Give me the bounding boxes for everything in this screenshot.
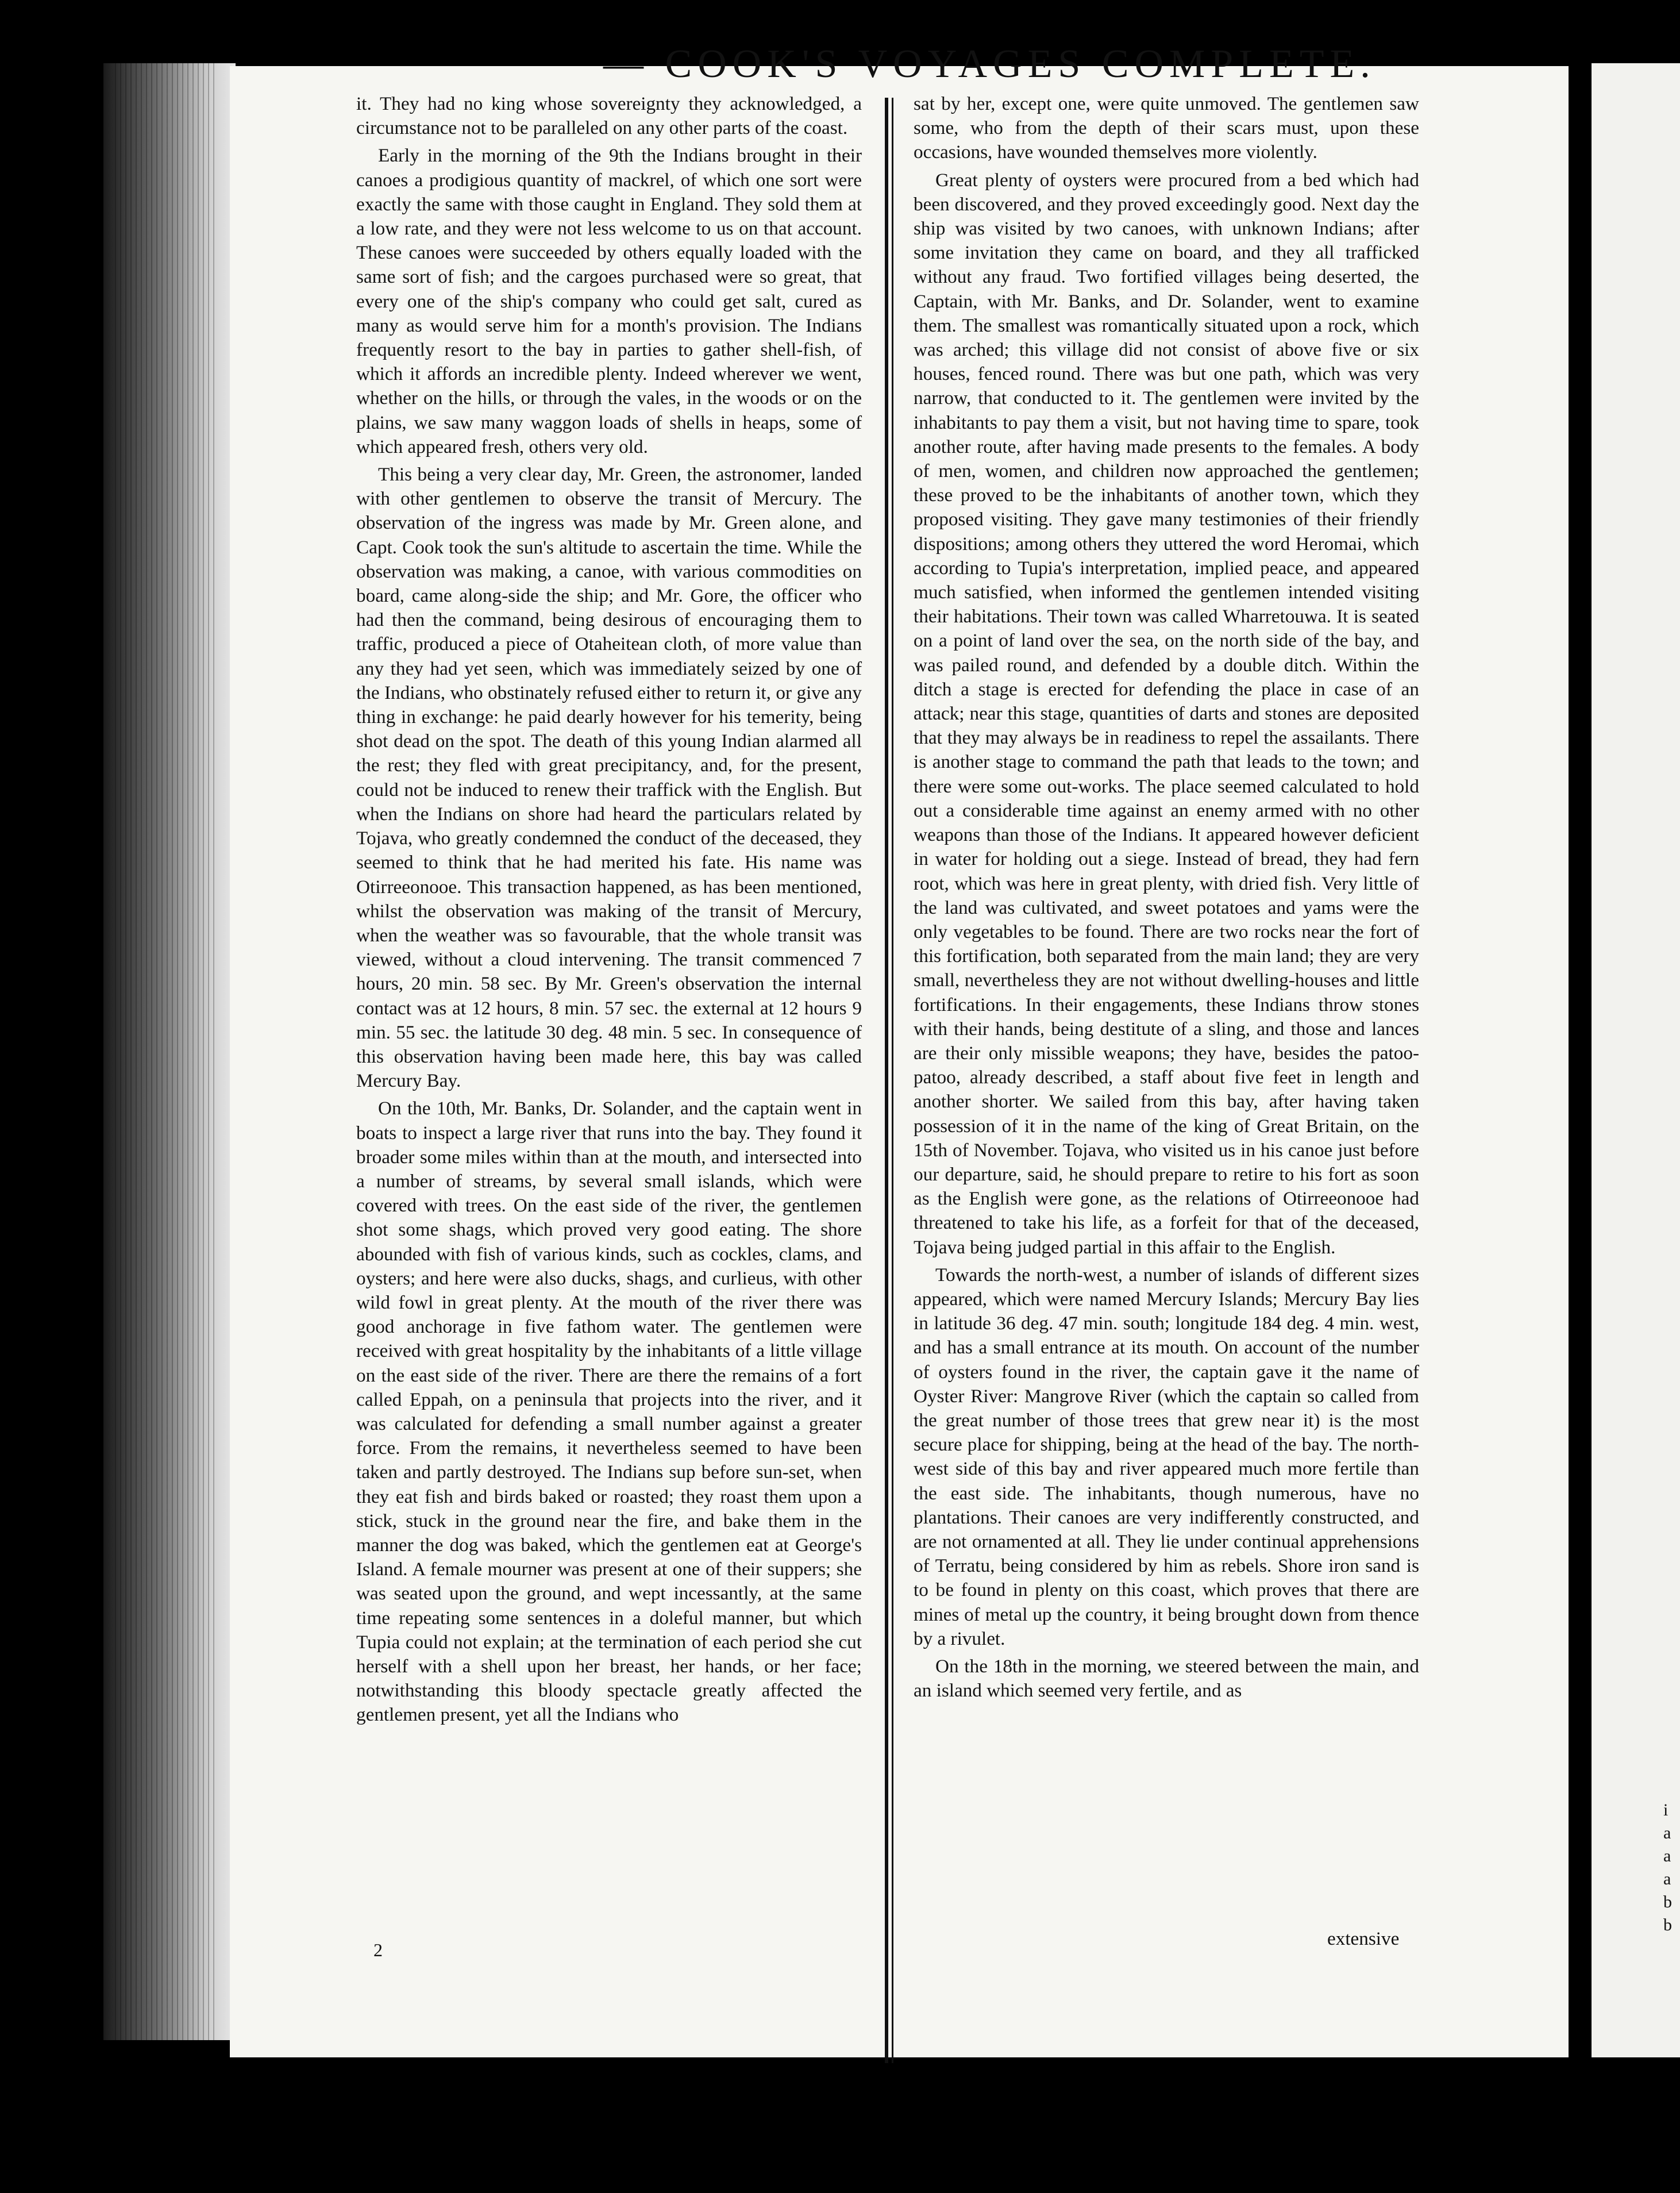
left-column xyxy=(356,92,862,1891)
next-page-edge xyxy=(1592,63,1680,2057)
fragment-letter: a xyxy=(1663,1823,1671,1842)
next-page-fragment xyxy=(1663,1799,1680,1937)
fragment-letter: i xyxy=(1663,1800,1669,1819)
page-stack-lines xyxy=(115,63,218,2040)
signature-mark: 2 xyxy=(373,1940,383,1960)
fragment-letter: a xyxy=(1663,1846,1671,1865)
column-divider-rule xyxy=(885,98,888,2063)
paragraph: Great plenty of oysters were procured from a bed which had been discovered, and they proved exceedingly good. Next day the ship was visited by two canoes, with unknown Indians; after some invitation they came on board, and they all trafficked without any fraud. Two fortified villages being deserted, the Captain, with Mr. Banks, and Dr. Solander, went to examine them. The smallest was romantically situated upon a rock, which was arched; this village did not consist of above five or six houses, fenced round. There was but one path, which was very narrow, that conducted to it. The gentlemen were invited by the inhabitants to pay them a visit, but not having time to spare, took another route, after having made presents to the females. A body of men, women, and children now approached the gentlemen; these proved to be the inhabitants of another town, which they proposed visiting. They gave many testimonies of their friendly dispositions; among others they uttered the word Heromai, which according to Tupia's interpretation, implied peace, and appeared much satisfied, when informed the gentlemen intended visiting their habitations. Their town was called Wharretouwa. It is seated on a point of land over the sea, on the north side of the bay, and was pailed round, and defended by a double ditch. Within the ditch a stage is erected for defending the place in case of an attack; near this stage, quantities of darts and stones are deposited that they may always be in readiness to repel the assailants. There is another stage to command the path that leads to the town; and there were some out-works. The place seemed calculated to hold out a considerable time against an enemy armed with no other weapons than those of the Indians. It appeared however deficient in water for holding out a siege. Instead of bread, they had fern root, which was here in great plenty, with dried fish. Very little of the land was cultivated, and sweet potatoes and yams were the only vegetables to be found. There are two rocks near the fort of this fortification, both separated from the main land; they are very small, nevertheless they are not without dwelling-houses and little fortifications. In their engagements, these Indians throw stones with their hands, being destitute of a sling, and those and lances are their only missible weapons; they have, besides the patoo-patoo, already described, a staff about five feet in length and another shorter. We sailed from this bay, after having taken possession of it in the name of the king of Great Britain, on the 15th of November. Tojava, who visited us in his canoe just before our departure, said, he should prepare to retire to his fort as soon as the English were gone, as the relations of Otirreeonooe had threatened to take his life, as a forfeit for that of the deceased, Tojava being judged partial in this affair to the English. xyxy=(914,169,1419,1258)
running-head: — COOK'S VOYAGES COMPLETE. xyxy=(603,42,1376,86)
column-divider-rule-thin xyxy=(892,98,893,2063)
paragraph: Towards the north-west, a number of islands of different sizes appeared, which were named Mercury Islands; Mercury Bay lies in latitude 36 deg. 47 min. south; longitude 184 deg. 4 min. west, and has a small entrance at its mouth. On account of the number of oysters found in the river, the captain gave it the name of Oyster River: Mangrove River (which the captain so called from the great number of those trees that grew near it) is the most secure place for shipping, being at the head of the bay. The north-west side of this bay and river appeared much more fertile than the east side. The inhabitants, though numerous, have no plantations. Their canoes are very indifferently constructed, and are not ornamented at all. They lie under continual apprehensions of Terratu, being considered by him as rebels. Shore iron sand is to be found in plenty on this coast, which proves that there are mines of metal up the country, it being brought down from thence by a rivulet. xyxy=(914,1264,1419,1649)
paragraph: Early in the morning of the 9th the Indians brought in their canoes a prodigious quantity of mackrel, of which one sort were exactly the same with those caught in England. They sold them at a low rate, and they were not less welcome to us on that account. These canoes were succeeded by others equally loaded with the same sort of fish; and the cargoes purchased were so great, that every one of the ship's company who could get salt, cured as many as would serve him for a month's provision. The Indians frequently resort to the bay in parties to gather shell-fish, of which it affords an incredible plenty. Indeed wherever we went, whether on the hills, or through the vales, in the woods or on the plains, we saw many waggon loads of shells in heaps, some of which appeared fresh, others very old. xyxy=(356,145,862,457)
fragment-letter: b xyxy=(1663,1915,1672,1934)
fragment-letter: a xyxy=(1663,1869,1671,1888)
catchword: extensive xyxy=(1327,1928,1400,1949)
paragraph: it. They had no king whose sovereignty they acknowledged, a circumstance not to be paralleled on any other parts of the coast. xyxy=(356,93,862,139)
paragraph: sat by her, except one, were quite unmoved. The gentlemen saw some, who from the depth of their scars must, upon these occasions, have wounded themselves more violently. xyxy=(914,93,1419,163)
right-column xyxy=(914,92,1419,1891)
fragment-letter: b xyxy=(1663,1892,1672,1911)
paragraph: This being a very clear day, Mr. Green, the astronomer, landed with other gentlemen to observe the transit of Mercury. The observation of the ingress was made by Mr. Green alone, and Capt. Cook took the sun's altitude to ascertain the time. While the observation was making, a canoe, with various commodities on board, came along-side the ship; and Mr. Gore, the officer who had then the command, being desirous of encouraging them to traffic, produced a piece of Otaheitean cloth, of more value than any they had yet seen, which was immediately seized by one of the Indians, who obstinately refused either to return it, or give any thing in exchange: he paid dearly however for his temerity, being shot dead on the spot. The death of this young Indian alarmed all the rest; they fled with great precipitancy, and, for the present, could not be induced to renew their traffick with the English. But when the Indians on shore had heard the particulars related by Tojava, who greatly condemned the conduct of the deceased, they seemed to think that he had merited his fate. His name was Otirreeonooe. This transaction happened, as has been mentioned, whilst the observation was making of the transit of Mercury, when the weather was so favourable, that the whole transit was viewed, without a cloud intervening. The transit commenced 7 hours, 20 min. 58 sec. By Mr. Green's observation the internal contact was at 12 hours, 8 min. 57 sec. the external at 12 hours 9 min. 55 sec. the latitude 30 deg. 48 min. 5 sec. In consequence of this observation having been made here, this bay was called Mercury Bay. xyxy=(356,464,862,1092)
paragraph: On the 10th, Mr. Banks, Dr. Solander, and the captain went in boats to inspect a large river that runs into the bay. They found it broader some miles within than at the mouth, and intersected into a number of streams, by several small islands, which were covered with trees. On the east side of the river, the gentlemen shot some shags, which proved very good eating. The shore abounded with fish of various kinds, such as cockles, clams, and oysters; and here were also ducks, shags, and curlieus, with other wild fowl in great plenty. At the mouth of the river there was good anchorage in five fathom water. The gentlemen were received with great hospitality by the inhabitants of a little village on the east side of the river. There are there the remains of a fort called Eppah, on a peninsula that projects into the river, and it was calculated for defending a small number against a greater force. From the remains, it nevertheless seemed to have been taken and partly destroyed. The Indians sup before sun-set, when they eat fish and birds baked or roasted; they roast them upon a stick, stuck in the ground near the fire, and bake them in the manner the dog was baked, which the gentlemen eat at George's Island. A female mourner was present at one of their suppers; she was seated upon the ground, and wept incessantly, at the same time repeating some sentences in a doleful manner, but which Tupia could not explain; at the termination of each period she cut herself with a shell upon her breast, her hands, or her face; notwithstanding this bloody spectacle greatly affected the gentlemen present, yet all the Indians who xyxy=(356,1098,862,1726)
paragraph: On the 18th in the morning, we steered between the main, and an island which seemed very fertile, and as xyxy=(914,1656,1419,1702)
